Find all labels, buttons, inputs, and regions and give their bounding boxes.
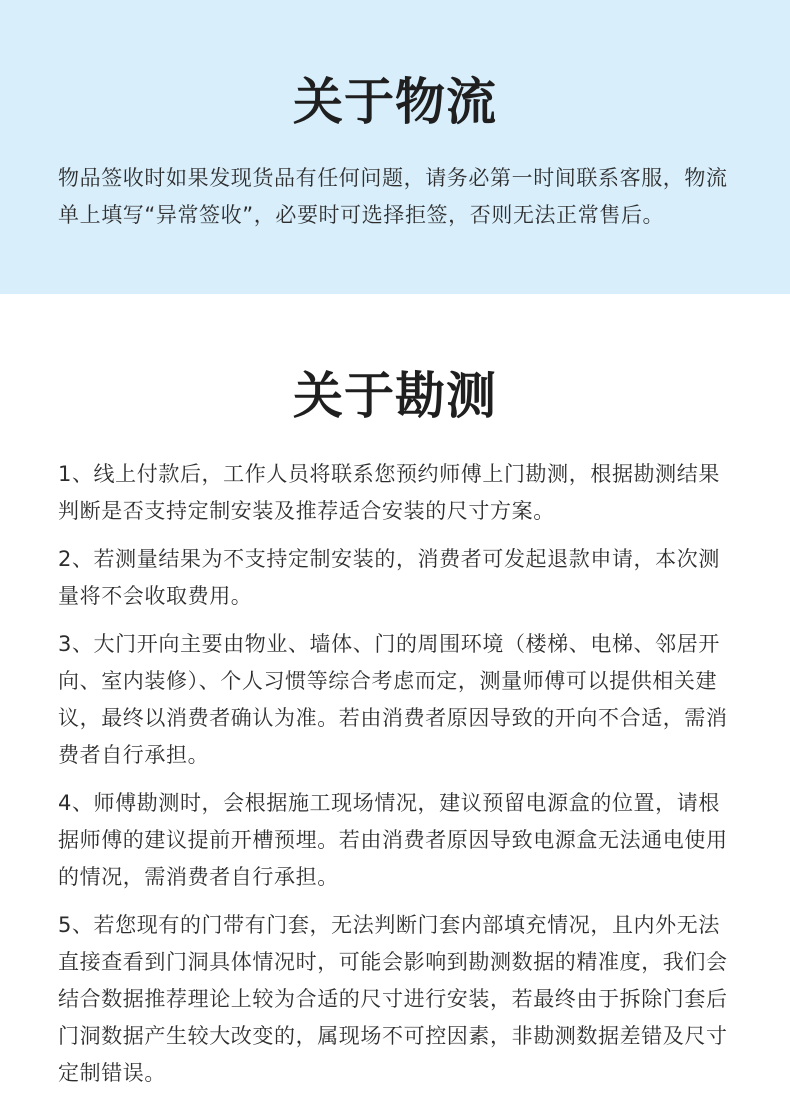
survey-title: 关于勘测 [293, 367, 497, 425]
survey-item-4: 4、师傅勘测时，会根据施工现场情况，建议预留电源盒的位置，请根据师傅的建议提前开槽预埋。若由消费者原因导致电源盒无法通电使用的情况，需消费者自行承担。 [58, 791, 728, 889]
survey-item-2: 2、若测量结果为不支持定制安装的，消费者可发起退款申请，本次测量将不会收取费用。 [58, 547, 720, 608]
logistics-notice: 物品签收时如果发现货品有任何问题，请务必第一时间联系客服，物流单上填写“异常签收”，必要时可选择拒签，否则无法正常售后。 [58, 166, 728, 227]
logistics-title: 关于物流 [293, 73, 497, 131]
survey-item-1: 1、线上付款后，工作人员将联系您预约师傅上门勘测，根据勘测结果判断是否支持定制安装及推荐适合安装的尺寸方案。 [58, 462, 720, 523]
survey-item-3: 3、大门开向主要由物业、墙体、门的周围环境（楼梯、电梯、邻居开向、室内装修）、个人习惯等综合考虑而定，测量师傅可以提供相关建议，最终以消费者确认为准。若由消费者原因导致的开向不合适，需消费者自行承担。 [58, 632, 728, 767]
logistics-section [0, 0, 790, 294]
survey-notice-list [58, 456, 738, 1092]
survey-item-5: 5、若您现有的门带有门套，无法判断门套内部填充情况，且内外无法直接查看到门洞具体情况时，可能会影响到勘测数据的精准度，我们会结合数据推荐理论上较为合适的尺寸进行安装，若最终由于拆除门套后门洞数据产生较大改变的，属现场不可控因素，非勘测数据差错及尺寸定制错误。 [58, 913, 728, 1085]
